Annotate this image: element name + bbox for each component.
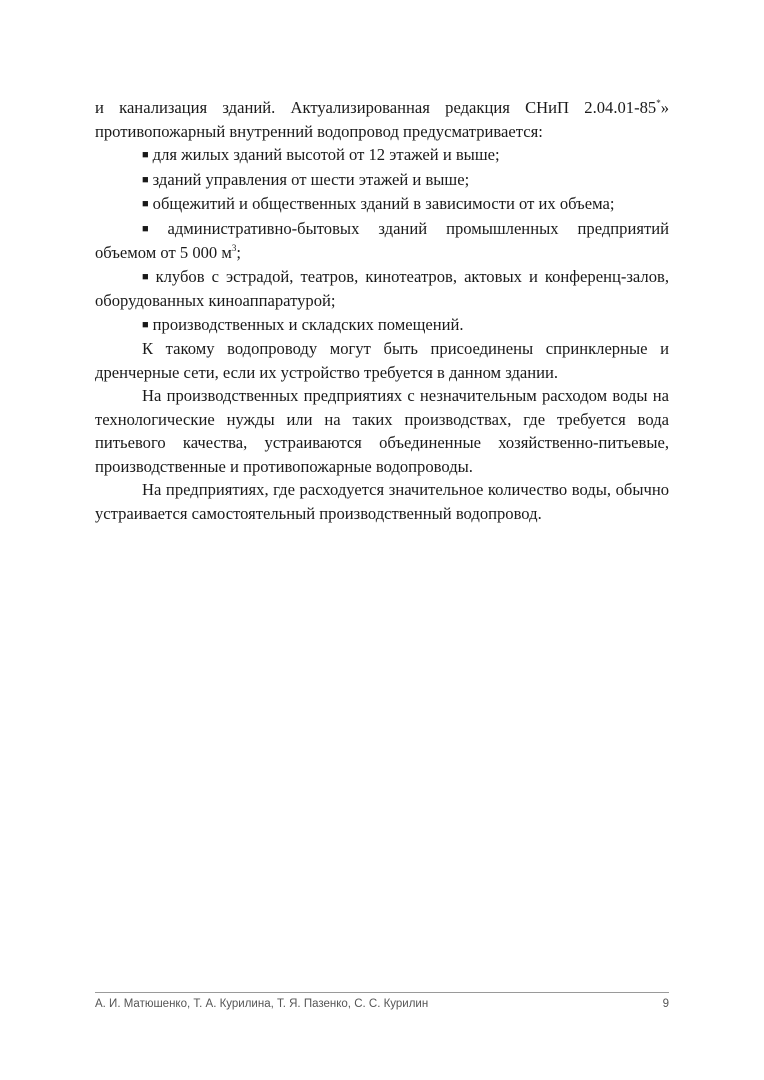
paragraph: На производственных предприятиях с незначительным расходом воды на технологические нужды или на таких производствах, где требуется вода питьевого качества, устраиваются объединенные хозяйственно-питьевые, производственные и противопожарные водопроводы. <box>95 386 669 476</box>
bullet-item <box>95 313 669 338</box>
bullet-text: общежитий и общественных зданий в зависимости от их объема; <box>152 194 615 213</box>
bullet-item <box>95 168 669 193</box>
paragraph: На предприятиях, где расходуется значительное количество воды, обычно устраивается самостоятельный производственный водопровод. <box>95 480 669 523</box>
intro-line-1: и канализация зданий. Актуализированная редакция СНиП 2.04.01-85*» <box>95 98 669 117</box>
bullet-square-icon: ■ <box>142 198 149 210</box>
bullet-square-icon: ■ <box>142 270 152 283</box>
bullet-item <box>95 192 669 217</box>
intro-line-2: противопожарный внутренний водопровод предусматривается: <box>95 121 543 141</box>
page-number: 9 <box>662 998 669 1010</box>
bullet-square-icon: ■ <box>142 149 149 161</box>
footer-divider <box>95 992 669 993</box>
body-text <box>95 96 669 525</box>
bullet-text: административно-бытовых зданий промышленных предприятий объемом от 5 000 м <box>95 218 669 262</box>
bullet-item: ■ административно-бытовых зданий промышленных предприятий объемом от 5 000 $м^3$; <box>95 218 669 262</box>
bullet-item <box>95 143 669 168</box>
bullet-text: клубов с эстрадой, театров, кинотеатров, актовых и конференц-залов, оборудованных киноаппаратурой; <box>95 266 669 310</box>
bullet-text: зданий управления от шести этажей и выше; <box>152 169 470 189</box>
bullet-square-icon: ■ <box>142 173 149 186</box>
bullet-item <box>95 265 669 313</box>
footer-authors: А. И. Матюшенко, Т. А. Курилина, Т. Я. Пазенко, С. С. Курилин <box>95 998 429 1010</box>
bullet-text: для жилых зданий высотой от 12 этажей и выше; <box>152 145 500 164</box>
bullet-square-icon: ■ <box>142 222 164 235</box>
paragraph: К такому водопроводу могут быть присоединены спринклерные и дренчерные сети, если их устройство требуется в данном здании. <box>95 339 669 382</box>
bullet-square-icon: ■ <box>142 318 149 331</box>
bullet-text: производственных и складских помещений. <box>152 314 464 334</box>
